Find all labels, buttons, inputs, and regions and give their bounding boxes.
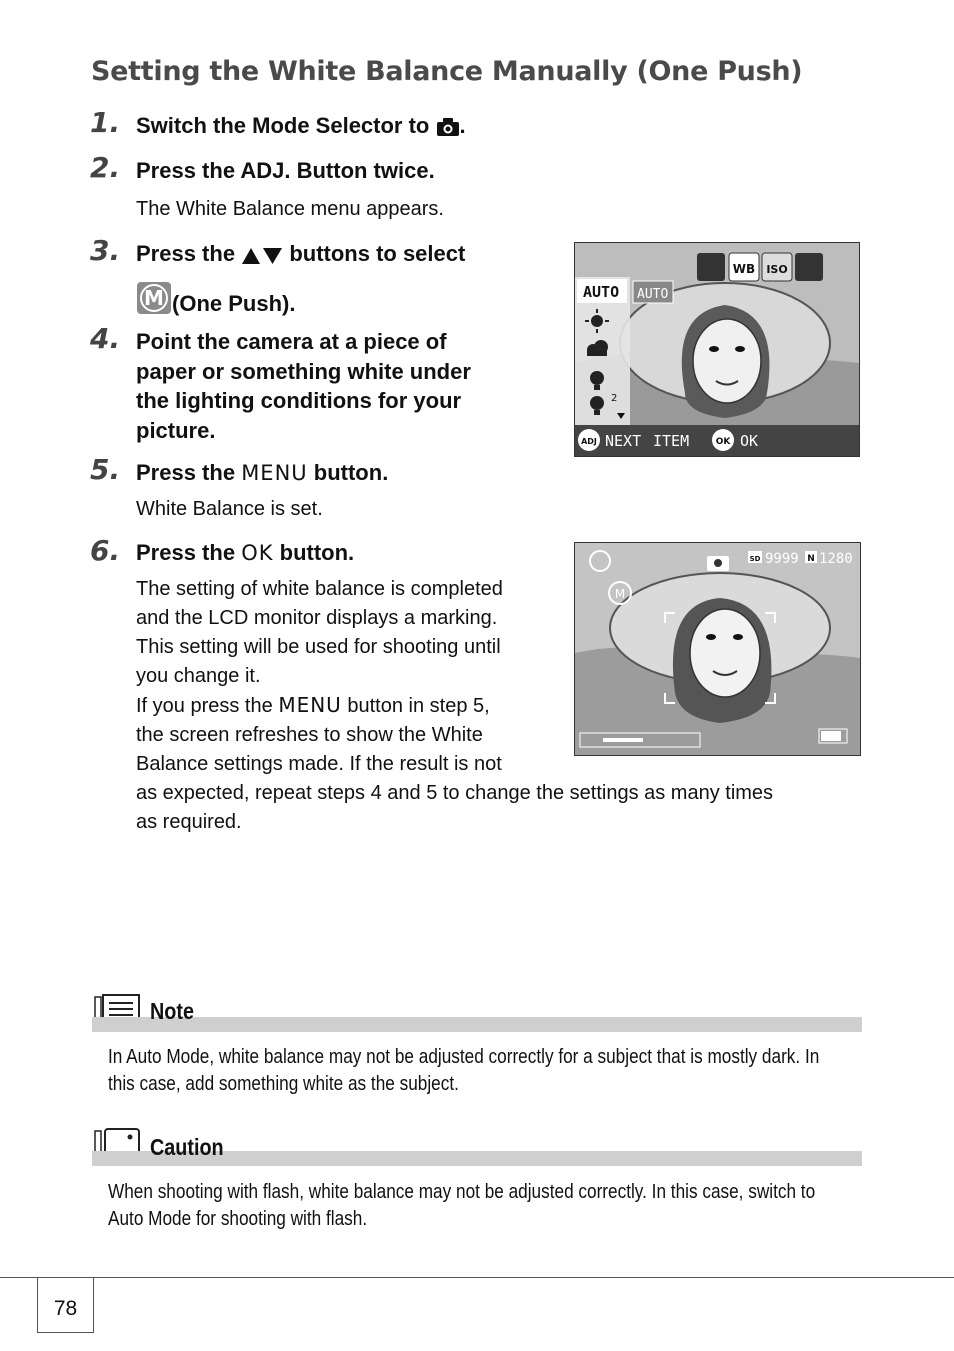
step-5-body: White Balance is set. (136, 498, 323, 520)
step-number-3: 3. (90, 234, 121, 267)
step-6-body: The setting of white balance is completed and the LCD monitor displays a marking. This setting will be used for shooting until you change it. If you press the MENU button in step 5, the screen refreshes to show the White Balance settings made. If the result is not as expected, repeat steps 4 and 5 to change the settings as many times as required. (136, 578, 774, 833)
camera-mode-icon (707, 556, 729, 571)
iso-tab: ISO (766, 263, 788, 276)
page-title: Setting the White Balance Manually (One Push) (91, 56, 803, 87)
note-heading: Note (150, 998, 194, 1024)
caution-text: When shooting with flash, white balance may not be adjusted correctly. In this case, switch to Auto Mode for shooting with flash. (108, 1181, 816, 1230)
step-number-6: 6. (90, 534, 121, 567)
auto-left-label: AUTO (583, 283, 620, 301)
svg-text:OK: OK (715, 437, 731, 447)
step-number-5: 5. (90, 453, 121, 486)
svg-text:N: N (807, 554, 815, 564)
svg-text:M: M (144, 286, 164, 310)
ok-label: OK (740, 432, 759, 450)
caution-heading: Caution (150, 1134, 224, 1160)
camera-icon (436, 115, 460, 145)
step-3-heading: Press the buttons to select (136, 239, 465, 273)
ok-button-label: OK (241, 541, 274, 565)
one-push-m-icon (136, 281, 172, 323)
step-number-4: 4. (90, 322, 121, 355)
note-bar (92, 1017, 862, 1032)
step-6-heading: Press the OK button. (136, 540, 355, 565)
white-balance-menu-screenshot (574, 242, 860, 457)
step-number-1: 1. (90, 106, 121, 139)
menu-button-label: MENU (241, 461, 308, 485)
step-5-heading: Press the MENU button. (136, 460, 389, 485)
step-1-text: Switch the Mode Selector to (136, 113, 430, 138)
item-label: ITEM (653, 432, 690, 450)
step-1-heading: Switch the Mode Selector to . (136, 111, 466, 145)
svg-text:ADJ: ADJ (581, 437, 597, 446)
svg-text:SD: SD (749, 555, 761, 563)
step-2-heading: Press the ADJ. Button twice. (136, 158, 435, 183)
shooting-screen-screenshot (574, 542, 861, 756)
image-size: 1280 (819, 551, 853, 567)
up-down-arrows-icon (241, 243, 283, 273)
step-3-heading-line2: M (One Push). (136, 281, 295, 323)
wb-tab: WB (732, 262, 756, 276)
step-number-2: 2. (90, 151, 121, 184)
step-2-body: The White Balance menu appears. (136, 198, 444, 220)
step-4-heading: Point the camera at a piece of paper or something white under the lighting conditions for your picture. (136, 329, 471, 443)
next-label: NEXT (605, 432, 642, 450)
svg-text:2: 2 (611, 393, 618, 404)
footer-rule (0, 1277, 954, 1278)
shots-remaining: 9999 (765, 551, 799, 567)
page-number: 78 (37, 1277, 94, 1333)
svg-text:M: M (614, 587, 626, 601)
note-text: In Auto Mode, white balance may not be adjusted correctly for a subject that is mostly dark. In this case, add something white as the subject. (108, 1046, 820, 1095)
auto-right-label: AUTO (637, 287, 669, 302)
